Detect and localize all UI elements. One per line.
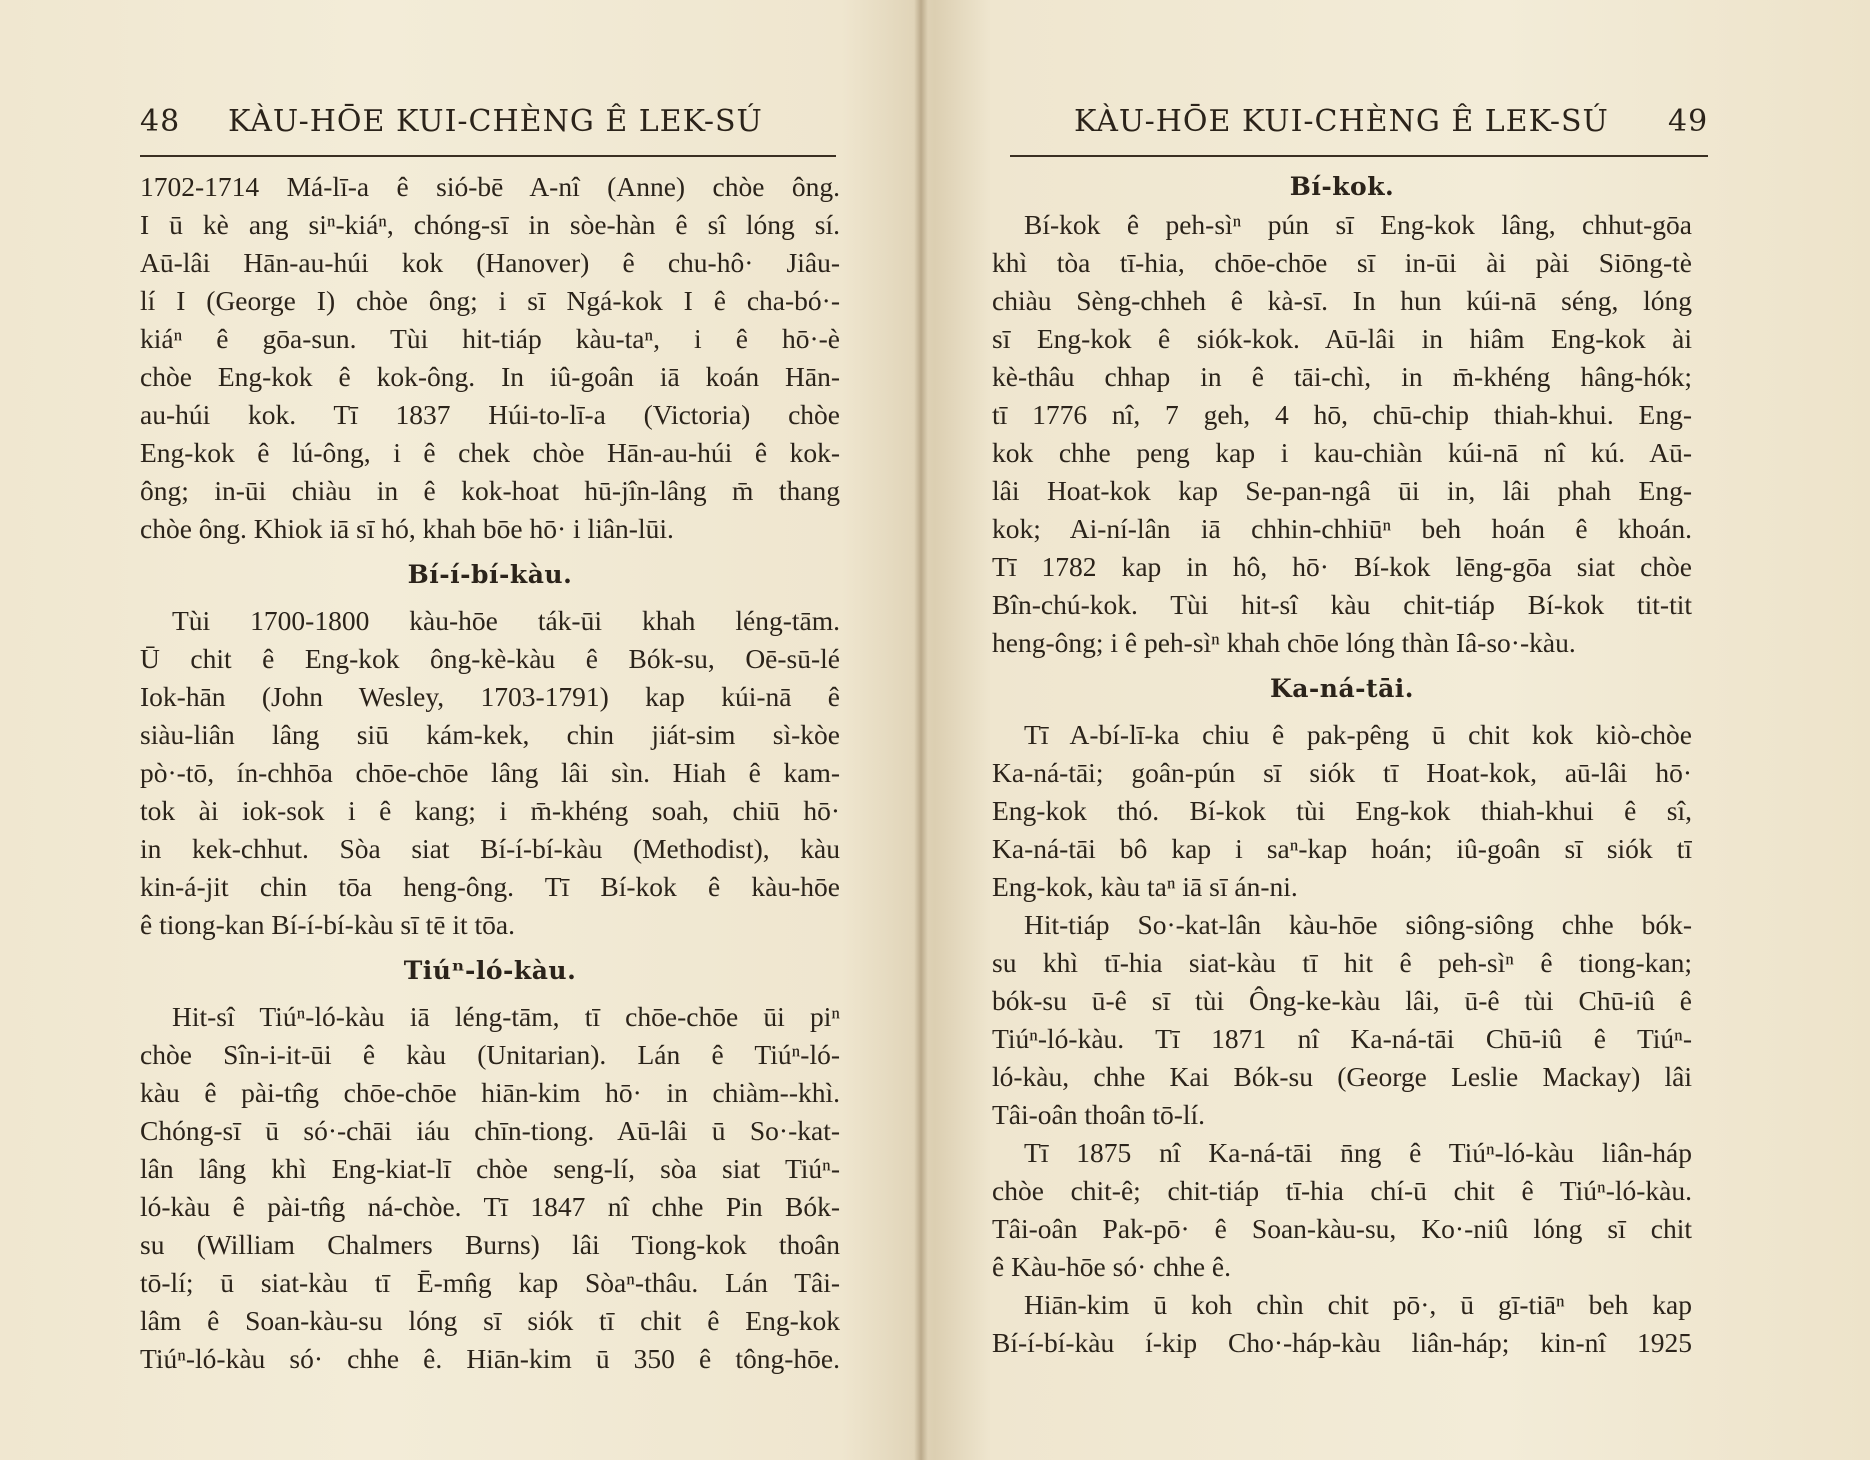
text-line: ê tiong-kan Bí-í-bí-kàu sī tē it tōa. [140, 909, 515, 940]
text-line: ló-kàu ê pài-tn̂g ná-chòe. Tī 1847 nî chhe Pin Bók- [140, 1191, 840, 1222]
right-page-number: 49 [1668, 104, 1709, 139]
text-line: Eng-kok, kàu taⁿ iā sī án-ni. [992, 871, 1298, 902]
text-line: Chóng-sī ū só·-chāi iáu chīn-tiong. Aū-lâi ū So·-kat- [140, 1115, 840, 1146]
text-line: Ka-ná-tāi bô kap i saⁿ-kap hoán; iû-goân sī siók tī [992, 833, 1692, 864]
right-text-column [992, 168, 1692, 1362]
text-line: lí I (George I) chòe ông; i sī Ngá-kok I ê cha-bó·- [140, 285, 840, 316]
right-running-title: KÀU-HŌE KUI-CHÈNG Ê LEK-SÚ [1074, 104, 1609, 139]
text-line: lâi Hoat-kok kap Se-pan-ngâ ūi in, lâi phah Eng- [992, 475, 1692, 506]
text-line: kè-thâu chhap in ê tāi-chì, in m̄-khéng hâng-hók; [992, 361, 1692, 392]
text-line: siàu-liân lâng siū kám-kek, chin jiát-sim sì-kòe [140, 719, 840, 750]
left-section-3-body [140, 998, 840, 1378]
left-text-column [140, 168, 840, 1378]
text-line: kiáⁿ ê gōa-sun. Tùi hit-tiáp kàu-taⁿ, i ê hō·-è [140, 323, 840, 354]
text-line: Tâi-oân thoân tō-lí. [992, 1099, 1206, 1130]
text-line: Hiān-kim ū koh chìn chit pō·, ū gī-tiāⁿ beh kap [1024, 1289, 1692, 1320]
section-heading-canada: Ka-ná-tāi. [1269, 674, 1414, 703]
text-line: Aū-lâi Hān-au-húi kok (Hanover) ê chu-hô· Jiâu- [140, 247, 840, 278]
text-line: Ū chit ê Eng-kok ông-kè-kàu ê Bók-su, Oē-sū-lé [140, 643, 840, 674]
text-line: chòe Sîn-i-it-ūi ê kàu (Unitarian). Lán ê Tiúⁿ-ló- [140, 1039, 840, 1070]
text-line: kok chhe peng kap i kau-chiàn kúi-nā nî kú. Aū- [992, 437, 1692, 468]
text-line: Tī A-bí-lī-ka chiu ê pak-pêng ū chit kok kiò-chòe [1024, 719, 1692, 750]
text-line: su khì tī-hia siat-kàu tī hit ê peh-sìⁿ ê tiong-kan; [992, 947, 1692, 978]
text-line: I ū kè ang siⁿ-kiáⁿ, chóng-sī in sòe-hàn ê sî lóng sí. [140, 209, 840, 240]
left-running-title: KÀU-HŌE KUI-CHÈNG Ê LEK-SÚ [228, 104, 763, 139]
text-line: lâm ê Soan-kàu-su lóng sī siók tī chit ê Eng-kok [140, 1305, 840, 1336]
text-line: Hit-tiáp So·-kat-lân kàu-hōe siông-siông chhe bók- [1024, 909, 1692, 940]
right-page [928, 0, 1870, 1460]
text-line: chòe Eng-kok ê kok-ông. In iû-goân iā koán Hān- [140, 361, 840, 392]
section-heading-america: Bí-kok. [1289, 172, 1395, 201]
text-line: Iok-hān (John Wesley, 1703-1791) kap kúi-nā ê [140, 681, 840, 712]
section-heading-methodist: Bí-í-bí-kàu. [407, 560, 573, 589]
text-line: chòe ông. Khiok iā sī hó, khah bōe hō· i liân-lūi. [140, 513, 674, 544]
right-section-1-body [992, 206, 1692, 662]
text-line: Tī 1782 kap in hô, hō· Bí-kok lēng-gōa siat chòe [992, 551, 1692, 582]
text-line: tō-lí; ū siat-kàu tī Ē-mn̂g kap Sòaⁿ-thâu. Lán Tâi- [140, 1267, 840, 1298]
text-line: chòe chit-ê; chit-tiáp tī-hia chí-ū chit ê Tiúⁿ-ló-kàu. [992, 1175, 1692, 1206]
section-heading-presbyterian: Tiúⁿ-ló-kàu. [403, 956, 577, 985]
text-line: Eng-kok ê lú-ông, i ê chek chòe Hān-au-húi ê kok- [140, 437, 840, 468]
left-page [0, 0, 914, 1460]
text-line: heng-ông; i ê peh-sìⁿ khah chōe lóng thàn Iâ-so·-kàu. [992, 627, 1576, 658]
text-line: ê Kàu-hōe só· chhe ê. [992, 1251, 1231, 1282]
text-line: lân lâng khì Eng-kiat-lī chòe seng-lí, sòa siat Tiúⁿ- [140, 1153, 840, 1184]
text-line: Tâi-oân Pak-pō· ê Soan-kàu-su, Ko·-niû lóng sī chit [992, 1213, 1692, 1244]
text-line: Bîn-chú-kok. Tùi hit-sî kàu chit-tiáp Bí-kok tit-tit [992, 589, 1692, 620]
text-line: tok ài iok-sok i ê kang; i m̄-khéng soah, chiū hō· [140, 795, 840, 826]
text-line: bók-su ū-ê sī tùi Ông-ke-kàu lâi, ū-ê tùi Chū-iû ê [992, 985, 1692, 1016]
text-line: 1702-1714 Má-lī-a ê sió-bē A-nî (Anne) chòe ông. [140, 171, 840, 202]
text-line: tī 1776 nî, 7 geh, 4 hō, chū-chip thiah-khui. Eng- [992, 399, 1692, 430]
left-paragraph-1 [140, 168, 840, 548]
text-line: Tī 1875 nî Ka-ná-tāi n̄ng ê Tiúⁿ-ló-kàu liân-háp [1024, 1137, 1692, 1168]
text-line: Hit-sî Tiúⁿ-ló-kàu iā léng-tām, tī chōe-chōe ūi piⁿ [172, 1001, 840, 1032]
text-line: Tiúⁿ-ló-kàu só· chhe ê. Hiān-kim ū 350 ê tông-hōe. [140, 1343, 840, 1374]
text-line: chiàu Sèng-chheh ê kà-sī. In hun kúi-nā séng, lóng [992, 285, 1692, 316]
right-section-2-body [992, 716, 1692, 1362]
left-section-2-body [140, 602, 840, 944]
right-header-rule [1010, 155, 1708, 157]
text-line: pò·-tō, ín-chhōa chōe-chōe lâng lâi sìn. Hiah ê kam- [140, 757, 840, 788]
text-line: sī Eng-kok ê siók-kok. Aū-lâi in hiâm Eng-kok ài [992, 323, 1692, 354]
text-line: kok; Ai-ní-lân iā chhin-chhiūⁿ beh hoán ê khoán. [992, 513, 1692, 544]
text-line: Tiúⁿ-ló-kàu. Tī 1871 nî Ka-ná-tāi Chū-iû ê Tiúⁿ- [992, 1023, 1692, 1054]
text-line: Eng-kok thó. Bí-kok tùi Eng-kok thiah-khui ê sî, [992, 795, 1692, 826]
text-line: Tùi 1700-1800 kàu-hōe ták-ūi khah léng-tām. [172, 605, 840, 636]
text-line: kin-á-jit chin tōa heng-ông. Tī Bí-kok ê kàu-hōe [140, 871, 840, 902]
book-gutter [914, 0, 928, 1460]
left-header-rule [140, 155, 836, 157]
text-line: kàu ê pài-tn̂g chōe-chōe hiān-kim hō· in chiàm--khì. [140, 1077, 840, 1108]
left-page-number: 48 [140, 104, 181, 139]
text-line: khì tòa tī-hia, chōe-chōe sī in-ūi ài pài Siōng-tè [992, 247, 1692, 278]
text-line: ông; in-ūi chiàu in ê kok-hoat hū-jîn-lâng m̄ thang [140, 475, 840, 506]
text-line: Bí-kok ê peh-sìⁿ pún sī Eng-kok lâng, chhut-gōa [1024, 209, 1692, 240]
text-line: su (William Chalmers Burns) lâi Tiong-kok thoân [140, 1229, 840, 1260]
text-line: au-húi kok. Tī 1837 Húi-to-lī-a (Victoria) chòe [140, 399, 840, 430]
text-line: Bí-í-bí-kàu í-kip Cho·-háp-kàu liân-háp; kin-nî 1925 [992, 1327, 1692, 1358]
text-line: in kek-chhut. Sòa siat Bí-í-bí-kàu (Methodist), kàu [140, 833, 840, 864]
text-line: Ka-ná-tāi; goân-pún sī siók tī Hoat-kok, aū-lâi hō· [992, 757, 1692, 788]
text-line: ló-kàu, chhe Kai Bók-su (George Leslie Mackay) lâi [992, 1061, 1692, 1092]
